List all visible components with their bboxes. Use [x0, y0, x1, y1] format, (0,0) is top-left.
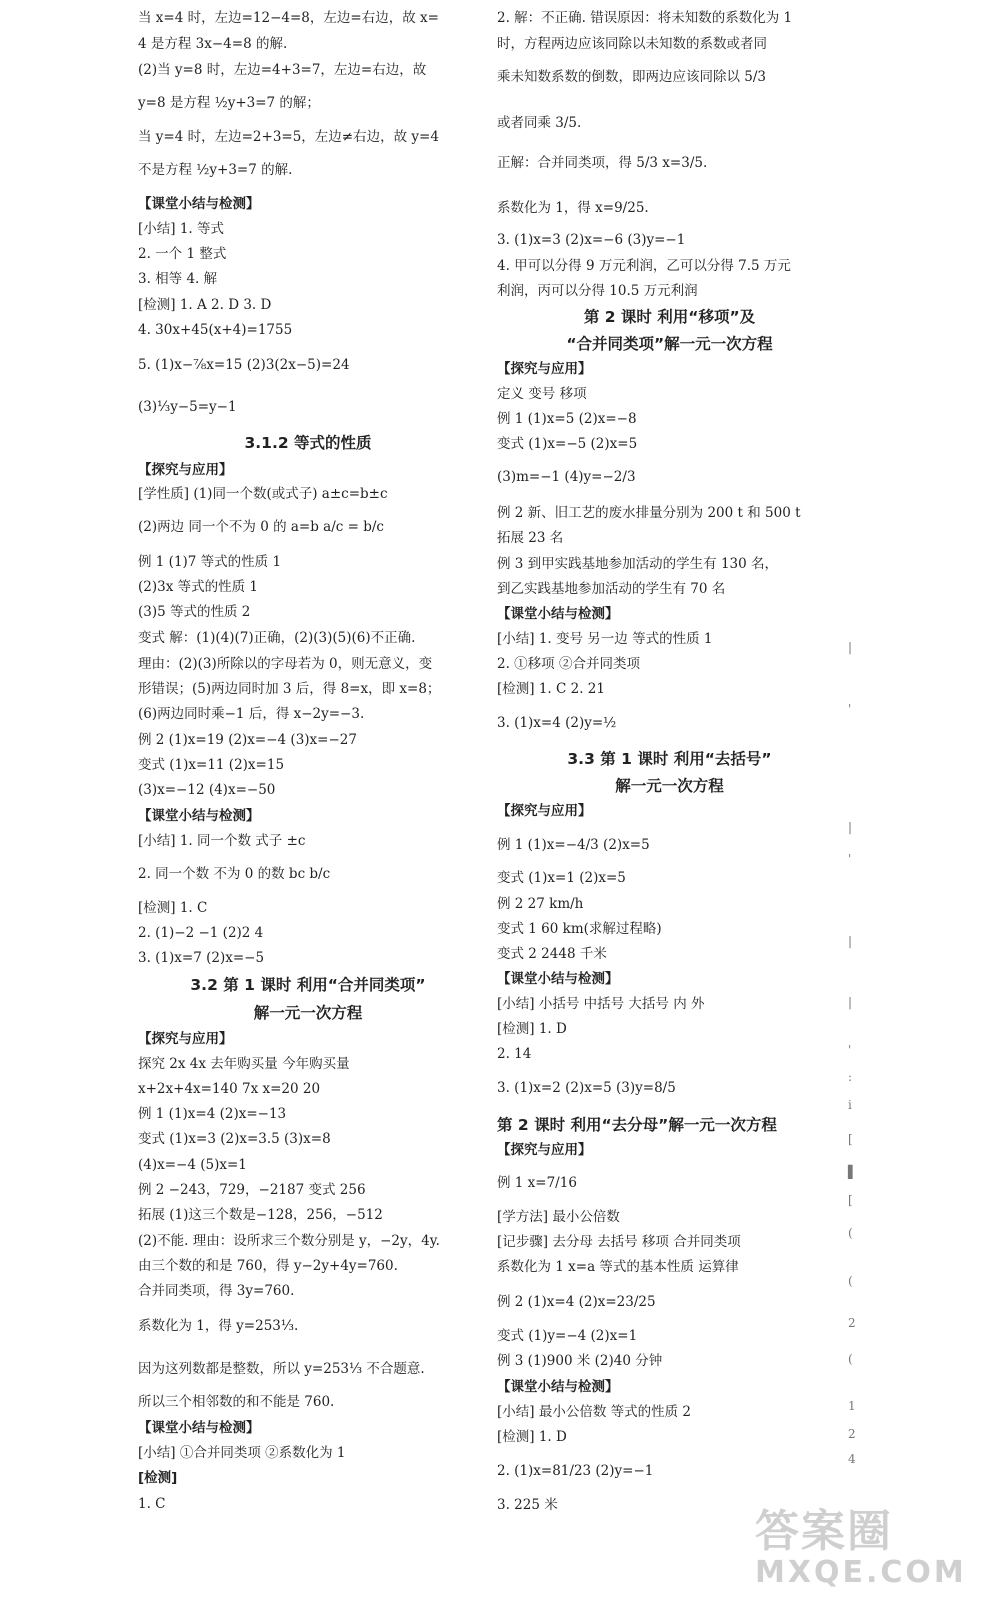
answer-line: [小结] 1. 同一个数 式子 ±c — [138, 833, 306, 849]
answer-line: 变式 (1)x=1 (2)x=5 — [497, 870, 626, 886]
answer-line: 系数化为 1，得 x=9/25. — [497, 200, 649, 216]
edge-mark: | — [848, 640, 853, 654]
answer-line: 例 2 (1)x=4 (2)x=23/25 — [497, 1294, 656, 1310]
section-heading: 3.3 第 1 课时 利用“去括号” — [567, 750, 772, 768]
answer-line: [小结] ①合并同类项 ②系数化为 1 — [138, 1445, 346, 1461]
answer-line: 系数化为 1 x=a 等式的基本性质 运算律 — [497, 1259, 739, 1275]
answer-line: 因为这列数都是整数，所以 y=253⅓ 不合题意. — [138, 1361, 425, 1377]
section-label: 【探究与应用】 — [138, 462, 233, 478]
answer-line: 3. (1)x=3 (2)x=−6 (3)y=−1 — [497, 232, 686, 248]
answer-line: y=8 是方程 ½y+3=7 的解； — [138, 95, 320, 111]
section-heading: 3.1.2 等式的性质 — [244, 434, 372, 452]
section-heading: 解一元一次方程 — [253, 1004, 363, 1022]
section-heading: “合并同类项”解一元一次方程 — [566, 335, 773, 353]
answer-line: [记步骤] 去分母 去括号 移项 合并同类项 — [497, 1234, 741, 1250]
edge-mark: ' — [848, 1043, 852, 1057]
answer-line: 变式 (1)x=11 (2)x=15 — [138, 757, 285, 773]
answer-line: 理由：(2)(3)所除以的字母若为 0，则无意义，变 — [138, 656, 433, 672]
answer-line: [检测] 1. D — [497, 1021, 567, 1037]
watermark-logo — [755, 1495, 980, 1595]
edge-mark: 2 — [848, 1427, 856, 1441]
answer-line: (3)⅓y−5=y−1 — [138, 399, 237, 415]
answer-line: (3)5 等式的性质 2 — [138, 604, 251, 620]
answer-line: 例 1 (1)x=−4/3 (2)x=5 — [497, 837, 650, 853]
section-heading: 第 2 课时 利用“去分母”解一元一次方程 — [497, 1116, 777, 1134]
answer-line: 例 3 (1)900 米 (2)40 分钟 — [497, 1353, 663, 1369]
answer-line: 3. 225 米 — [497, 1497, 558, 1513]
answer-line: 时，方程两边应该同除以未知数的系数或者同 — [497, 36, 767, 52]
section-label: 【课堂小结与检测】 — [497, 606, 619, 622]
answer-line: 探究 2x 4x 去年购买量 今年购买量 — [138, 1056, 350, 1072]
answer-line: 例 1 (1)x=4 (2)x=−13 — [138, 1106, 287, 1122]
section-heading: 3.2 第 1 课时 利用“合并同类项” — [190, 976, 426, 994]
answer-line: 所以三个相邻数的和不能是 760. — [138, 1394, 335, 1410]
answer-line: (2)3x 等式的性质 1 — [138, 579, 258, 595]
answer-line: (2)当 y=8 时，左边=4+3=7，左边=右边，故 — [138, 62, 427, 78]
edge-mark: ( — [848, 1352, 853, 1366]
answer-line: 当 x=4 时，左边=12−4=8，左边=右边，故 x= — [138, 10, 439, 26]
answer-line: [小结] 1. 变号 另一边 等式的性质 1 — [497, 631, 713, 647]
section-label: 【课堂小结与检测】 — [497, 971, 619, 987]
edge-mark: | — [848, 820, 853, 834]
answer-line: 变式 (1)x=−5 (2)x=5 — [497, 436, 638, 452]
answer-line: 2. 14 — [497, 1046, 532, 1062]
answer-line: 3. (1)x=4 (2)y=½ — [497, 715, 617, 731]
answer-line: 例 2 (1)x=19 (2)x=−4 (3)x=−27 — [138, 732, 357, 748]
answer-line: (4)x=−4 (5)x=1 — [138, 1157, 247, 1173]
edge-mark: [ — [848, 1132, 853, 1146]
edge-mark: 2 — [848, 1316, 856, 1330]
answer-line: 乘未知数系数的倒数，即两边应该同除以 5/3 — [497, 69, 767, 85]
answer-line: (3)m=−1 (4)y=−2/3 — [497, 469, 636, 485]
answer-line: 由三个数的和是 760，得 y−2y+4y=760. — [138, 1258, 398, 1274]
answer-line: [检测] 1. C 2. 21 — [497, 681, 605, 697]
answer-line: x+2x+4x=140 7x x=20 20 — [138, 1081, 321, 1097]
edge-mark: ▌ — [848, 1165, 858, 1179]
answer-line: 2. ①移项 ②合并同类项 — [497, 656, 640, 672]
answer-line: 变式 1 60 km(求解过程略) — [497, 921, 662, 937]
answer-line: 或者同乘 3/5. — [497, 115, 582, 131]
edge-mark: : — [848, 1070, 853, 1084]
watermark-line1: 答案圈 — [755, 1506, 893, 1557]
answer-line: 形错误；(5)两边同时加 3 后，得 8=x，即 x=8； — [138, 681, 441, 697]
edge-mark: | — [848, 934, 853, 948]
answer-line: 例 1 x=7/16 — [497, 1175, 577, 1191]
answer-line: 拓展 23 名 — [497, 530, 564, 546]
section-label: 【课堂小结与检测】 — [138, 196, 260, 212]
section-label: 【探究与应用】 — [497, 1142, 592, 1158]
answer-line: [检测] 1. A 2. D 3. D — [138, 297, 272, 313]
answer-line: 例 1 (1)x=5 (2)x=−8 — [497, 411, 637, 427]
answer-line: 例 1 (1)7 等式的性质 1 — [138, 554, 282, 570]
edge-mark: 1 — [848, 1399, 856, 1413]
answer-line: 不是方程 ½y+3=7 的解. — [138, 162, 293, 178]
answer-line: 变式 2 2448 千米 — [497, 946, 607, 962]
edge-mark: 4 — [848, 1452, 856, 1466]
answer-line: 利润，丙可以分得 10.5 万元利润 — [497, 283, 698, 299]
section-label: 【探究与应用】 — [497, 361, 592, 377]
answer-line: 定义 变号 移项 — [497, 386, 587, 402]
answer-line: [检测] 1. D — [497, 1429, 567, 1445]
answer-line: 变式 (1)y=−4 (2)x=1 — [497, 1328, 638, 1344]
answer-line: 2. 一个 1 整式 — [138, 246, 227, 262]
answer-line: 4. 甲可以分得 9 万元利润，乙可以分得 7.5 万元 — [497, 258, 791, 274]
answer-line: 例 3 到甲实践基地参加活动的学生有 130 名， — [497, 556, 779, 572]
answer-line: [小结] 小括号 中括号 大括号 内 外 — [497, 996, 705, 1012]
answer-line: 系数化为 1，得 y=253⅓. — [138, 1318, 299, 1334]
answer-line: [学性质] (1)同一个数(或式子) a±c=b±c — [138, 486, 388, 502]
watermark-line2: MXQE.COM — [755, 1555, 967, 1590]
answer-line: 当 y=4 时，左边=2+3=5，左边≠右边，故 y=4 — [138, 129, 439, 145]
answer-line: 4 是方程 3x−4=8 的解. — [138, 36, 288, 52]
answer-line: 3. (1)x=7 (2)x=−5 — [138, 950, 265, 966]
edge-mark: i — [848, 1098, 852, 1112]
section-label: 【课堂小结与检测】 — [138, 1420, 260, 1436]
answer-line: [小结] 1. 等式 — [138, 221, 224, 237]
answer-line: 例 2 27 km/h — [497, 896, 584, 912]
answer-line: (2)不能. 理由：设所求三个数分别是 y，−2y，4y. — [138, 1233, 440, 1249]
section-label: 【探究与应用】 — [138, 1031, 233, 1047]
answer-line: 正解：合并同类项，得 5/3 x=3/5. — [497, 155, 708, 171]
answer-line: [学方法] 最小公倍数 — [497, 1209, 620, 1225]
edge-mark: ' — [848, 852, 852, 866]
answer-line: 变式 (1)x=3 (2)x=3.5 (3)x=8 — [138, 1131, 331, 1147]
answer-line: 2. 同一个数 不为 0 的数 bc b/c — [138, 866, 331, 882]
section-heading: 第 2 课时 利用“移项”及 — [583, 308, 756, 326]
answer-line: 例 2 −243，729，−2187 变式 256 — [138, 1182, 366, 1198]
answer-line: 2. (1)x=81/23 (2)y=−1 — [497, 1463, 654, 1479]
answer-line: 2. 解：不正确. 错误原因：将未知数的系数化为 1 — [497, 10, 793, 26]
edge-mark: ' — [848, 702, 852, 716]
answer-line: 3. (1)x=2 (2)x=5 (3)y=8/5 — [497, 1080, 676, 1096]
edge-mark: | — [848, 995, 853, 1009]
answer-line: (3)x=−12 (4)x=−50 — [138, 782, 276, 798]
answer-line: (2)两边 同一个不为 0 的 a=b a/c = b/c — [138, 519, 384, 535]
answer-line: (6)两边同时乘−1 后，得 x−2y=−3. — [138, 706, 365, 722]
answer-line: [检测] 1. C — [138, 900, 208, 916]
answer-line: 到乙实践基地参加活动的学生有 70 名 — [497, 581, 726, 597]
section-label: 【探究与应用】 — [497, 803, 592, 819]
answer-line: 拓展 (1)这三个数是−128，256，−512 — [138, 1207, 383, 1223]
answer-line: 2. (1)−2 −1 (2)2 4 — [138, 925, 264, 941]
answer-line: 例 2 新、旧工艺的废水排量分别为 200 t 和 500 t — [497, 505, 801, 521]
answer-line: 5. (1)x−⁷⁄₈x=15 (2)3(2x−5)=24 — [138, 357, 350, 373]
section-label: 【课堂小结与检测】 — [138, 808, 260, 824]
answer-line: 变式 解：(1)(4)(7)正确，(2)(3)(5)(6)不正确. — [138, 630, 416, 646]
edge-mark: ( — [848, 1226, 853, 1240]
edge-mark: [ — [848, 1193, 853, 1207]
section-label: 【课堂小结与检测】 — [497, 1379, 619, 1395]
edge-mark: ( — [848, 1274, 853, 1288]
answer-line: [小结] 最小公倍数 等式的性质 2 — [497, 1404, 691, 1420]
section-heading: 解一元一次方程 — [615, 777, 724, 795]
answer-line: 合并同类项，得 3y=760. — [138, 1283, 295, 1299]
section-label: [检测] — [138, 1470, 178, 1486]
answer-line: 3. 相等 4. 解 — [138, 271, 218, 287]
answer-line: 4. 30x+45(x+4)=1755 — [138, 322, 293, 338]
answer-line: 1. C — [138, 1496, 166, 1512]
